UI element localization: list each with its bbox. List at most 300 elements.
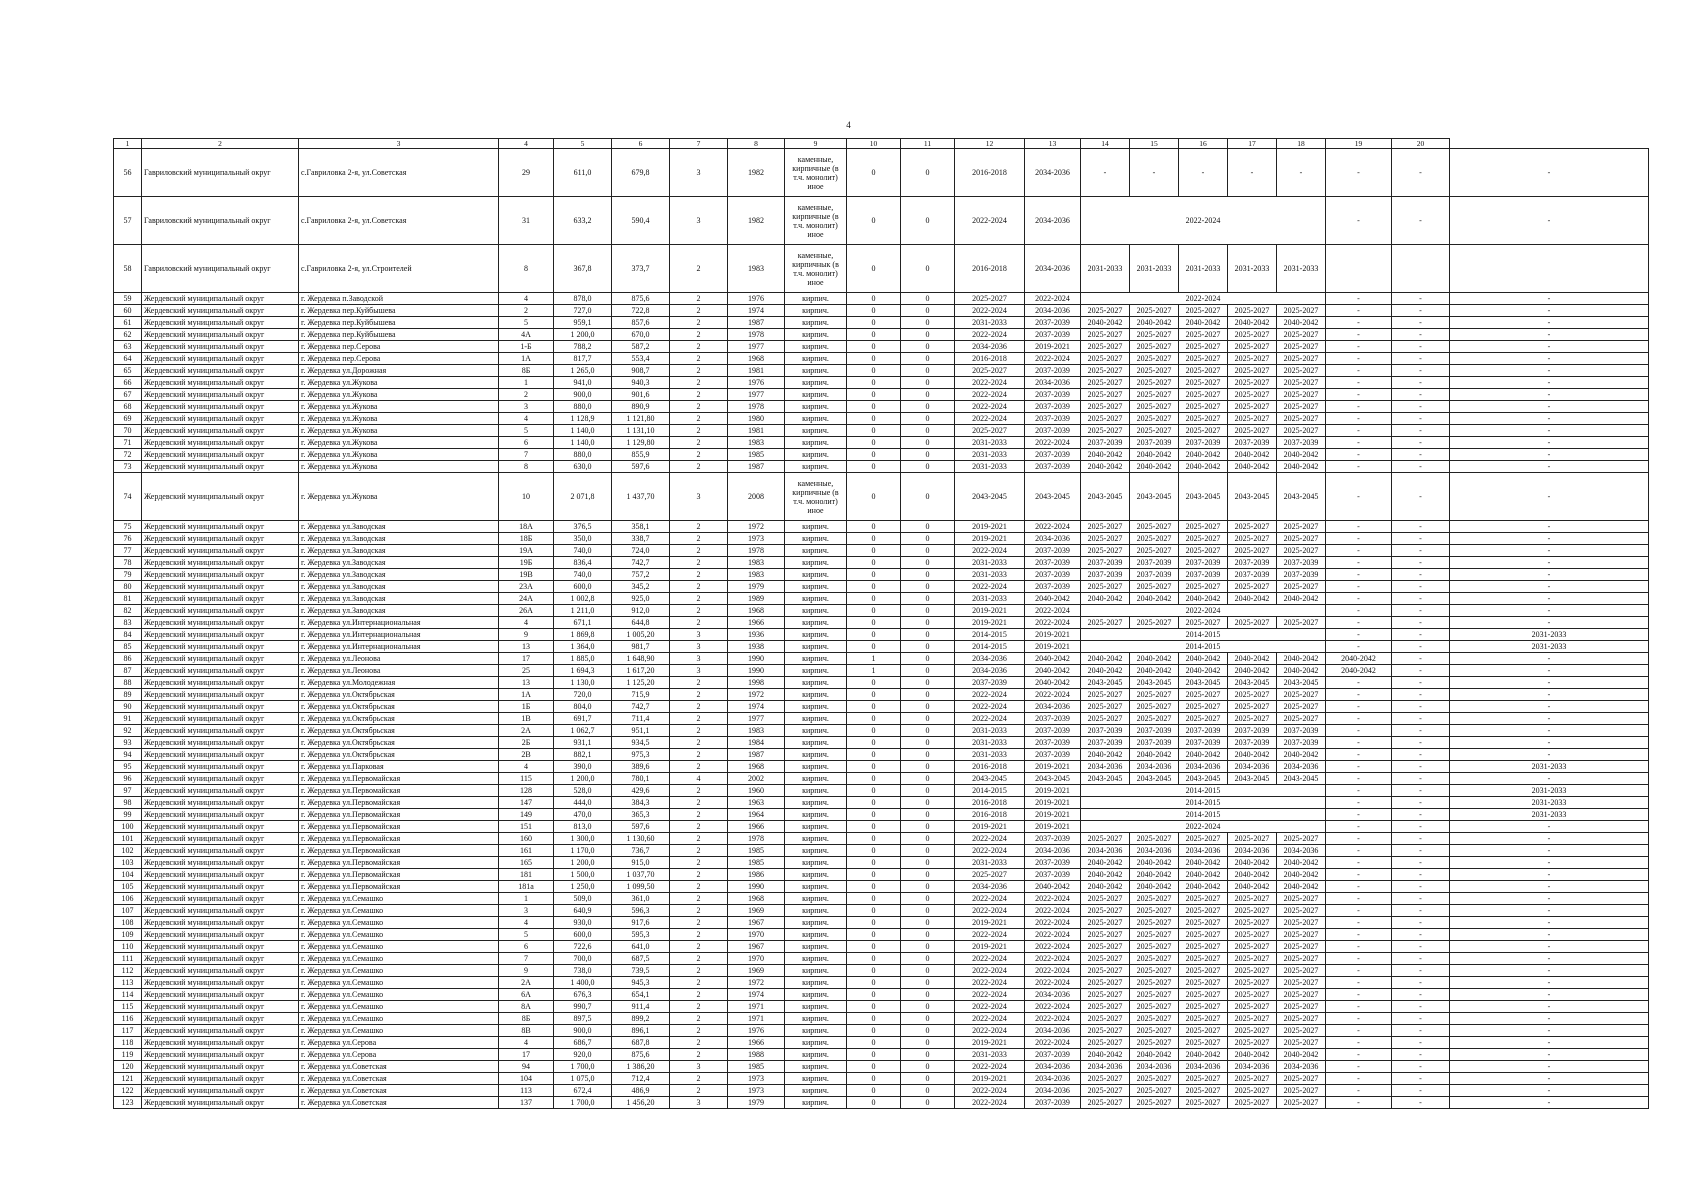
col-4-cell: 1 075,0 xyxy=(554,1073,612,1085)
column-header-14: 14 xyxy=(1081,139,1130,149)
col-14-cell: 2034-2036 xyxy=(1130,761,1179,773)
address-cell: г. Жердевка ул.Заводская xyxy=(299,557,499,569)
col-19-cell: - xyxy=(1392,521,1450,533)
col-16-cell: 2037-2039 xyxy=(1228,737,1277,749)
col-12-cell: 2037-2039 xyxy=(1025,725,1081,737)
col-19-cell: - xyxy=(1392,881,1450,893)
col-12-cell: 2037-2039 xyxy=(1025,389,1081,401)
col-10-cell: 0 xyxy=(901,437,955,449)
table-row xyxy=(114,461,1649,473)
col-18-cell: - xyxy=(1326,449,1392,461)
col-18-cell: - xyxy=(1326,197,1392,245)
col-4-cell: 633,2 xyxy=(554,197,612,245)
col-20-cell: - xyxy=(1450,545,1649,557)
table-row xyxy=(114,629,1649,641)
col-16-cell: 2025-2027 xyxy=(1228,521,1277,533)
col-18-cell: - xyxy=(1326,869,1392,881)
year-cell: 1960 xyxy=(728,785,785,797)
col-9-cell: 0 xyxy=(847,365,901,377)
col-9-cell: 0 xyxy=(847,797,901,809)
year-cell: 1980 xyxy=(728,413,785,425)
address-cell: г. Жердевка ул.Заводская xyxy=(299,521,499,533)
year-cell: 1973 xyxy=(728,533,785,545)
col-4-cell: 738,0 xyxy=(554,965,612,977)
col-13-cell: 2025-2027 xyxy=(1081,713,1130,725)
col-17-cell: 2037-2039 xyxy=(1277,557,1326,569)
house-number-cell: 7 xyxy=(499,449,554,461)
floors-cell: 2 xyxy=(670,785,728,797)
col-20-cell: - xyxy=(1450,905,1649,917)
col-20-cell: - xyxy=(1450,293,1649,305)
house-number-cell: 4 xyxy=(499,617,554,629)
col-17-cell: 2025-2027 xyxy=(1277,1037,1326,1049)
col-5-cell: 1 131,10 xyxy=(612,425,670,437)
year-cell: 1987 xyxy=(728,461,785,473)
col-17-cell: 2037-2039 xyxy=(1277,737,1326,749)
col-11-cell: 2016-2018 xyxy=(955,809,1025,821)
col-14-cell: 2025-2027 xyxy=(1130,701,1179,713)
col-17-cell: - xyxy=(1277,149,1326,197)
col-9-cell: 0 xyxy=(847,773,901,785)
col-17-cell: 2040-2042 xyxy=(1277,881,1326,893)
col-15-cell: 2025-2027 xyxy=(1179,929,1228,941)
year-cell: 1973 xyxy=(728,1073,785,1085)
house-number-cell: 6 xyxy=(499,437,554,449)
floors-cell: 2 xyxy=(670,377,728,389)
col-13-cell: 2034-2036 xyxy=(1081,1061,1130,1073)
col-12-cell: 2022-2024 xyxy=(1025,917,1081,929)
col-17-cell: 2025-2027 xyxy=(1277,689,1326,701)
col-10-cell: 0 xyxy=(901,845,955,857)
district-cell: Жердевский муниципальный округ xyxy=(142,425,299,437)
col-16-cell: 2025-2027 xyxy=(1228,365,1277,377)
table-row xyxy=(114,1061,1649,1073)
col-19-cell: - xyxy=(1392,593,1450,605)
district-cell: Жердевский муниципальный округ xyxy=(142,545,299,557)
col-5-cell: 373,7 xyxy=(612,245,670,293)
col-10-cell: 0 xyxy=(901,701,955,713)
col-4-cell: 1 869,8 xyxy=(554,629,612,641)
col-4-cell: 630,0 xyxy=(554,461,612,473)
district-cell: Жердевский муниципальный округ xyxy=(142,377,299,389)
col-14-cell: 2025-2027 xyxy=(1130,917,1179,929)
floors-cell: 2 xyxy=(670,953,728,965)
table-row xyxy=(114,677,1649,689)
floors-cell: 2 xyxy=(670,857,728,869)
district-cell: Жердевский муниципальный округ xyxy=(142,293,299,305)
col-4-cell: 880,0 xyxy=(554,449,612,461)
table-row xyxy=(114,569,1649,581)
floors-cell: 2 xyxy=(670,1013,728,1025)
house-number-cell: 1А xyxy=(499,353,554,365)
col-10-cell: 0 xyxy=(901,689,955,701)
col-18-cell: - xyxy=(1326,545,1392,557)
col-15-cell: 2040-2042 xyxy=(1179,653,1228,665)
col-10-cell: 0 xyxy=(901,593,955,605)
district-cell: Жердевский муниципальный округ xyxy=(142,617,299,629)
floors-cell: 2 xyxy=(670,305,728,317)
col-12-cell: 2040-2042 xyxy=(1025,881,1081,893)
col-20-cell: - xyxy=(1450,917,1649,929)
col-16-cell: 2025-2027 xyxy=(1228,1025,1277,1037)
house-number-cell: 6 xyxy=(499,941,554,953)
col-17-cell: 2025-2027 xyxy=(1277,329,1326,341)
col-14-cell: 2043-2045 xyxy=(1130,473,1179,521)
col-20-cell: - xyxy=(1450,437,1649,449)
col-19-cell: - xyxy=(1392,293,1450,305)
col-9-cell: 1 xyxy=(847,653,901,665)
col-11-cell: 2022-2024 xyxy=(955,545,1025,557)
material-cell: кирпич. xyxy=(785,845,847,857)
column-header-4: 4 xyxy=(499,139,554,149)
col-20-cell: - xyxy=(1450,461,1649,473)
col-19-cell: - xyxy=(1392,1061,1450,1073)
col-11-cell: 2019-2021 xyxy=(955,1073,1025,1085)
col-17-cell: 2025-2027 xyxy=(1277,305,1326,317)
col-15-cell: 2025-2027 xyxy=(1179,365,1228,377)
address-cell: г. Жердевка ул.Семашко xyxy=(299,989,499,1001)
row-number: 61 xyxy=(114,317,142,329)
col-18-cell: - xyxy=(1326,557,1392,569)
col-20-cell: - xyxy=(1450,593,1649,605)
district-cell: Жердевский муниципальный округ xyxy=(142,869,299,881)
col-4-cell: 640,9 xyxy=(554,905,612,917)
house-number-cell: 8Б xyxy=(499,365,554,377)
row-number: 116 xyxy=(114,1013,142,1025)
district-cell: Жердевский муниципальный округ xyxy=(142,761,299,773)
floors-cell: 2 xyxy=(670,1073,728,1085)
col-4-cell: 509,0 xyxy=(554,893,612,905)
col-9-cell: 0 xyxy=(847,1001,901,1013)
year-cell: 1998 xyxy=(728,677,785,689)
col-11-cell: 2022-2024 xyxy=(955,713,1025,725)
house-number-cell: 17 xyxy=(499,653,554,665)
col-10-cell: 0 xyxy=(901,1025,955,1037)
col-17-cell: 2025-2027 xyxy=(1277,893,1326,905)
district-cell: Жердевский муниципальный округ xyxy=(142,881,299,893)
col-13-cell: 2037-2039 xyxy=(1081,557,1130,569)
col-12-cell: 2037-2039 xyxy=(1025,329,1081,341)
row-number: 82 xyxy=(114,605,142,617)
address-cell: г. Жердевка ул.Серова xyxy=(299,1049,499,1061)
district-cell: Жердевский муниципальный округ xyxy=(142,809,299,821)
table-row xyxy=(114,1013,1649,1025)
col-17-cell: 2025-2027 xyxy=(1277,617,1326,629)
col-13-cell: 2025-2027 xyxy=(1081,341,1130,353)
col-13-cell: 2025-2027 xyxy=(1081,1037,1130,1049)
col-11-cell: 2022-2024 xyxy=(955,845,1025,857)
col-13-cell: 2025-2027 xyxy=(1081,701,1130,713)
row-number: 102 xyxy=(114,845,142,857)
col-4-cell: 1 700,0 xyxy=(554,1061,612,1073)
address-cell: г. Жердевка ул.Советская xyxy=(299,1097,499,1109)
col-10-cell: 0 xyxy=(901,905,955,917)
col-11-cell: 2022-2024 xyxy=(955,329,1025,341)
col-11-cell: 2031-2033 xyxy=(955,725,1025,737)
col-16-cell: 2025-2027 xyxy=(1228,341,1277,353)
col-5-cell: 1 121,80 xyxy=(612,413,670,425)
material-cell: кирпич. xyxy=(785,1061,847,1073)
material-cell: кирпич. xyxy=(785,413,847,425)
col-5-cell: 1 099,50 xyxy=(612,881,670,893)
col-15-cell: 2025-2027 xyxy=(1179,401,1228,413)
col-18-cell: - xyxy=(1326,437,1392,449)
col-19-cell: - xyxy=(1392,377,1450,389)
col-10-cell: 0 xyxy=(901,1037,955,1049)
col-9-cell: 0 xyxy=(847,1061,901,1073)
table-row xyxy=(114,341,1649,353)
col-17-cell: 2040-2042 xyxy=(1277,317,1326,329)
col-11-cell: 2019-2021 xyxy=(955,521,1025,533)
row-number: 119 xyxy=(114,1049,142,1061)
address-cell: г. Жердевка ул.Первомайская xyxy=(299,869,499,881)
floors-cell: 3 xyxy=(670,641,728,653)
col-5-cell: 389,6 xyxy=(612,761,670,773)
year-cell: 1966 xyxy=(728,1037,785,1049)
floors-cell: 2 xyxy=(670,713,728,725)
col-17-cell: 2025-2027 xyxy=(1277,389,1326,401)
table-row xyxy=(114,797,1649,809)
col-20-cell: - xyxy=(1450,701,1649,713)
district-cell: Жердевский муниципальный округ xyxy=(142,329,299,341)
house-number-cell: 1 xyxy=(499,893,554,905)
merged-period-cell: 2022-2024 xyxy=(1081,293,1326,305)
col-17-cell: 2040-2042 xyxy=(1277,665,1326,677)
row-number: 65 xyxy=(114,365,142,377)
col-5-cell: 917,6 xyxy=(612,917,670,929)
col-18-cell: - xyxy=(1326,785,1392,797)
col-12-cell: 2022-2024 xyxy=(1025,893,1081,905)
col-17-cell: 2025-2027 xyxy=(1277,1097,1326,1109)
merged-period-cell: 2014-2015 xyxy=(1081,797,1326,809)
col-19-cell: - xyxy=(1392,533,1450,545)
year-cell: 1978 xyxy=(728,833,785,845)
address-cell: г. Жердевка пер.Куйбышева xyxy=(299,305,499,317)
housing-schedule-table xyxy=(113,138,1649,1109)
col-19-cell: - xyxy=(1392,905,1450,917)
floors-cell: 2 xyxy=(670,617,728,629)
col-14-cell: 2025-2027 xyxy=(1130,341,1179,353)
material-cell: кирпич. xyxy=(785,713,847,725)
col-4-cell: 1 500,0 xyxy=(554,869,612,881)
col-15-cell: 2043-2045 xyxy=(1179,473,1228,521)
col-15-cell: 2034-2036 xyxy=(1179,761,1228,773)
col-11-cell: 2019-2021 xyxy=(955,821,1025,833)
address-cell: г. Жердевка ул.Первомайская xyxy=(299,881,499,893)
col-14-cell: 2043-2045 xyxy=(1130,677,1179,689)
column-header-2: 2 xyxy=(142,139,299,149)
table-row xyxy=(114,317,1649,329)
material-cell: кирпич. xyxy=(785,941,847,953)
col-16-cell: 2034-2036 xyxy=(1228,1061,1277,1073)
row-number: 73 xyxy=(114,461,142,473)
col-10-cell: 0 xyxy=(901,365,955,377)
col-14-cell: 2040-2042 xyxy=(1130,749,1179,761)
col-14-cell: 2025-2027 xyxy=(1130,533,1179,545)
col-4-cell: 470,0 xyxy=(554,809,612,821)
house-number-cell: 2Б xyxy=(499,737,554,749)
col-11-cell: 2016-2018 xyxy=(955,245,1025,293)
col-17-cell: 2025-2027 xyxy=(1277,917,1326,929)
col-13-cell: 2025-2027 xyxy=(1081,581,1130,593)
col-5-cell: 384,3 xyxy=(612,797,670,809)
col-4-cell: 817,7 xyxy=(554,353,612,365)
col-15-cell: 2040-2042 xyxy=(1179,1049,1228,1061)
col-14-cell: 2025-2027 xyxy=(1130,545,1179,557)
floors-cell: 2 xyxy=(670,689,728,701)
col-17-cell: 2025-2027 xyxy=(1277,989,1326,1001)
col-20-cell: - xyxy=(1450,965,1649,977)
col-9-cell: 0 xyxy=(847,761,901,773)
col-15-cell: 2025-2027 xyxy=(1179,1037,1228,1049)
district-cell: Жердевский муниципальный округ xyxy=(142,701,299,713)
col-20-cell: - xyxy=(1450,1025,1649,1037)
col-4-cell: 1 364,0 xyxy=(554,641,612,653)
col-15-cell: 2025-2027 xyxy=(1179,1013,1228,1025)
year-cell: 2002 xyxy=(728,773,785,785)
col-18-cell: - xyxy=(1326,1085,1392,1097)
table-row xyxy=(114,641,1649,653)
col-4-cell: 611,0 xyxy=(554,149,612,197)
col-12-cell: 2037-2039 xyxy=(1025,365,1081,377)
year-cell: 1968 xyxy=(728,893,785,905)
table-row xyxy=(114,881,1649,893)
row-number: 112 xyxy=(114,965,142,977)
col-19-cell: - xyxy=(1392,197,1450,245)
address-cell: г. Жердевка ул.Октябрьская xyxy=(299,725,499,737)
col-18-cell: - xyxy=(1326,533,1392,545)
col-15-cell: 2043-2045 xyxy=(1179,677,1228,689)
col-17-cell: 2043-2045 xyxy=(1277,473,1326,521)
table-row xyxy=(114,389,1649,401)
col-9-cell: 0 xyxy=(847,641,901,653)
material-cell: кирпич. xyxy=(785,749,847,761)
year-cell: 1982 xyxy=(728,149,785,197)
col-10-cell: 0 xyxy=(901,929,955,941)
col-19-cell: - xyxy=(1392,785,1450,797)
col-17-cell: 2025-2027 xyxy=(1277,713,1326,725)
col-15-cell: 2034-2036 xyxy=(1179,845,1228,857)
col-13-cell: 2025-2027 xyxy=(1081,905,1130,917)
address-cell: г. Жердевка ул.Первомайская xyxy=(299,773,499,785)
col-19-cell: - xyxy=(1392,617,1450,629)
col-14-cell: 2025-2027 xyxy=(1130,905,1179,917)
col-20-cell: - xyxy=(1450,365,1649,377)
col-19-cell: - xyxy=(1392,749,1450,761)
col-10-cell: 0 xyxy=(901,629,955,641)
col-11-cell: 2022-2024 xyxy=(955,977,1025,989)
col-9-cell: 0 xyxy=(847,545,901,557)
house-number-cell: 104 xyxy=(499,1073,554,1085)
house-number-cell: 5 xyxy=(499,929,554,941)
col-5-cell: 1 456,20 xyxy=(612,1097,670,1109)
col-18-cell: - xyxy=(1326,1037,1392,1049)
col-19-cell: - xyxy=(1392,953,1450,965)
row-number: 121 xyxy=(114,1073,142,1085)
col-14-cell: 2037-2039 xyxy=(1130,569,1179,581)
address-cell: г. Жердевка пер.Серова xyxy=(299,341,499,353)
col-11-cell: 2019-2021 xyxy=(955,617,1025,629)
address-cell: г. Жердевка ул.Семашко xyxy=(299,929,499,941)
col-9-cell: 0 xyxy=(847,305,901,317)
year-cell: 1990 xyxy=(728,653,785,665)
col-12-cell: 2022-2024 xyxy=(1025,605,1081,617)
row-number: 75 xyxy=(114,521,142,533)
col-20-cell: - xyxy=(1450,869,1649,881)
col-17-cell: 2040-2042 xyxy=(1277,857,1326,869)
material-cell: кирпич. xyxy=(785,761,847,773)
address-cell: г. Жердевка ул.Советская xyxy=(299,1073,499,1085)
col-15-cell: 2025-2027 xyxy=(1179,905,1228,917)
material-cell: кирпич. xyxy=(785,365,847,377)
floors-cell: 2 xyxy=(670,461,728,473)
col-10-cell: 0 xyxy=(901,857,955,869)
table-row xyxy=(114,941,1649,953)
col-13-cell: 2040-2042 xyxy=(1081,869,1130,881)
col-18-cell: - xyxy=(1326,689,1392,701)
column-header-3: 3 xyxy=(299,139,499,149)
row-number: 123 xyxy=(114,1097,142,1109)
material-cell: кирпич. xyxy=(785,785,847,797)
district-cell: Жердевский муниципальный округ xyxy=(142,473,299,521)
col-12-cell: 2037-2039 xyxy=(1025,413,1081,425)
district-cell: Жердевский муниципальный округ xyxy=(142,521,299,533)
col-5-cell: 739,5 xyxy=(612,965,670,977)
col-12-cell: 2037-2039 xyxy=(1025,569,1081,581)
address-cell: г. Жердевка ул.Леонова xyxy=(299,665,499,677)
table-row xyxy=(114,857,1649,869)
district-cell: Жердевский муниципальный округ xyxy=(142,605,299,617)
col-11-cell: 2031-2033 xyxy=(955,857,1025,869)
col-10-cell: 0 xyxy=(901,545,955,557)
col-11-cell: 2022-2024 xyxy=(955,1013,1025,1025)
col-11-cell: 2034-2036 xyxy=(955,881,1025,893)
col-12-cell: 2022-2024 xyxy=(1025,617,1081,629)
col-4-cell: 700,0 xyxy=(554,953,612,965)
row-number: 99 xyxy=(114,809,142,821)
column-header-5: 5 xyxy=(554,139,612,149)
col-16-cell: 2025-2027 xyxy=(1228,581,1277,593)
col-5-cell: 1 125,20 xyxy=(612,677,670,689)
district-cell: Жердевский муниципальный округ xyxy=(142,581,299,593)
material-cell: кирпич. xyxy=(785,821,847,833)
col-19-cell: - xyxy=(1392,413,1450,425)
col-11-cell: 2022-2024 xyxy=(955,989,1025,1001)
row-number: 107 xyxy=(114,905,142,917)
col-15-cell: 2040-2042 xyxy=(1179,665,1228,677)
address-cell: г. Жердевка ул.Жукова xyxy=(299,449,499,461)
col-20-cell: - xyxy=(1450,401,1649,413)
col-10-cell: 0 xyxy=(901,425,955,437)
col-12-cell: 2022-2024 xyxy=(1025,521,1081,533)
col-16-cell: 2025-2027 xyxy=(1228,953,1277,965)
col-5-cell: 670,0 xyxy=(612,329,670,341)
col-15-cell: 2025-2027 xyxy=(1179,977,1228,989)
col-15-cell: 2037-2039 xyxy=(1179,569,1228,581)
column-header-15: 15 xyxy=(1130,139,1179,149)
table-row xyxy=(114,929,1649,941)
address-cell: г. Жердевка ул.Октябрьская xyxy=(299,737,499,749)
row-number: 117 xyxy=(114,1025,142,1037)
col-14-cell: 2025-2027 xyxy=(1130,305,1179,317)
house-number-cell: 9 xyxy=(499,629,554,641)
house-number-cell: 4 xyxy=(499,293,554,305)
col-12-cell: 2022-2024 xyxy=(1025,353,1081,365)
column-header-12: 12 xyxy=(955,139,1025,149)
col-11-cell: 2043-2045 xyxy=(955,473,1025,521)
col-5-cell: 429,6 xyxy=(612,785,670,797)
col-14-cell: 2025-2027 xyxy=(1130,1097,1179,1109)
